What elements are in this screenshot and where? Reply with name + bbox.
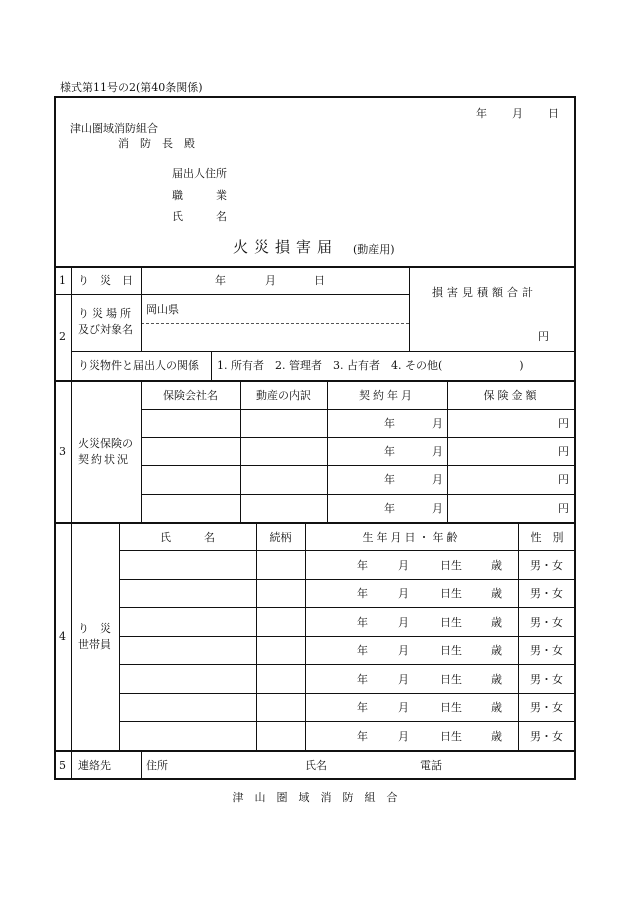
sec3-col-line-1 <box>240 380 241 522</box>
section3-number: 3 <box>59 445 66 458</box>
sec4-col-line-2 <box>305 522 306 750</box>
sec4-row-sex: 男・女 <box>530 587 563 600</box>
relation-options: 1. 所有者 2. 管理者 3. 占有者 4. その他( ) <box>217 359 524 372</box>
sec3-row-2 <box>141 465 576 466</box>
sec3-row-month: 月 <box>432 473 443 486</box>
sec4-row-age: 歳 <box>491 559 502 572</box>
sec4-row-sex: 男・女 <box>530 701 563 714</box>
prefecture: 岡山県 <box>146 303 179 316</box>
sec4-header-birth: 生年月日・年齢 <box>362 531 461 544</box>
addressee-org: 津山圏域消防組合 <box>70 122 158 135</box>
sec4-row-year: 年 <box>357 616 368 629</box>
sec4-row-month: 月 <box>398 616 409 629</box>
relation-label: り災物件と届出人の関係 <box>78 359 199 372</box>
date-day: 日 <box>548 107 559 120</box>
sec5-line <box>141 750 142 780</box>
sec3-header-contract: 契約年月 <box>359 389 415 402</box>
sec4-row-5 <box>119 693 576 694</box>
form-title-note: (動産用) <box>353 243 395 256</box>
sec4-row-year: 年 <box>357 673 368 686</box>
sec4-row-age: 歳 <box>491 644 502 657</box>
sec3-row-0 <box>141 409 576 410</box>
sec3-row-year: 年 <box>384 417 395 430</box>
sec4-row-age: 歳 <box>491 730 502 743</box>
sec4-row-sex: 男・女 <box>530 730 563 743</box>
sec4-row-1 <box>119 579 576 580</box>
relation-line <box>211 351 212 380</box>
sec4-row-year: 年 <box>357 559 368 572</box>
sec3-row-year: 年 <box>384 445 395 458</box>
section2-label-line2: 及び対象名 <box>78 323 133 336</box>
applicant-name-label: 氏 名 <box>172 210 227 223</box>
sec4-row-day: 日生 <box>440 616 462 629</box>
section1-number: 1 <box>59 274 66 287</box>
sec3-label-line <box>141 380 142 522</box>
sec3-row-1 <box>141 437 576 438</box>
sec4-row-age: 歳 <box>491 673 502 686</box>
section1-label: り 災 日 <box>78 274 133 287</box>
sec3-row-3 <box>141 494 576 495</box>
sec3-header-items: 動産の内訳 <box>256 389 311 402</box>
sec4-row-year: 年 <box>357 587 368 600</box>
section4-number: 4 <box>59 630 66 643</box>
damage-total-label: 損害見積額合計 <box>432 286 537 299</box>
sec4-row-sex: 男・女 <box>530 616 563 629</box>
date-year: 年 <box>476 107 487 120</box>
contact-phone-label: 電話 <box>420 759 442 772</box>
section1-day: 日 <box>314 274 325 287</box>
sec4-col-line-3 <box>518 522 519 750</box>
section5-number: 5 <box>59 759 66 772</box>
sec4-row-day: 日生 <box>440 701 462 714</box>
sec3-row-unit: 円 <box>558 502 569 515</box>
row1-divider <box>54 294 409 295</box>
sec4-row-age: 歳 <box>491 616 502 629</box>
section2-label-line1: り災場所 <box>78 307 134 320</box>
damage-total-line <box>409 266 410 351</box>
sec4-row-day: 日生 <box>440 644 462 657</box>
section4-top <box>54 522 576 524</box>
sec4-row-month: 月 <box>398 587 409 600</box>
sec4-row-month: 月 <box>398 730 409 743</box>
section3-label-line1: 火災保険の <box>78 437 133 450</box>
addressee-title: 消 防 長 殿 <box>118 137 195 150</box>
sec4-header-name: 氏 名 <box>160 531 215 544</box>
date-month: 月 <box>512 107 523 120</box>
sec4-row-sex: 男・女 <box>530 644 563 657</box>
sec4-col-line-1 <box>256 522 257 750</box>
contact-label: 連絡先 <box>78 759 111 772</box>
sec4-row-year: 年 <box>357 701 368 714</box>
sec3-row-month: 月 <box>432 417 443 430</box>
sec3-row-year: 年 <box>384 473 395 486</box>
form-title: 火災損害届 <box>233 238 339 256</box>
sec4-row-age: 歳 <box>491 587 502 600</box>
applicant-address-label: 届出人住所 <box>172 167 227 180</box>
sec4-row-month: 月 <box>398 644 409 657</box>
sec4-row-year: 年 <box>357 730 368 743</box>
sec4-row-month: 月 <box>398 673 409 686</box>
contact-name-label: 氏名 <box>305 759 327 772</box>
header-divider <box>54 266 576 268</box>
sec3-header-company: 保険会社名 <box>163 389 218 402</box>
label-column-line <box>141 266 142 351</box>
sec4-row-day: 日生 <box>440 730 462 743</box>
section3-top <box>54 380 576 382</box>
footer-org: 津 山 圏 域 消 防 組 合 <box>232 791 398 804</box>
sec4-row-age: 歳 <box>491 701 502 714</box>
form-number: 様式第11号の2(第40条関係) <box>60 81 203 94</box>
section5-top <box>54 750 576 752</box>
sec4-row-3 <box>119 636 576 637</box>
sec4-row-6 <box>119 721 576 722</box>
section1-month: 月 <box>265 274 276 287</box>
sec4-row-sex: 男・女 <box>530 673 563 686</box>
row2-divider <box>71 351 576 352</box>
sec4-header-relation: 続柄 <box>269 531 292 544</box>
sec4-header-sex: 性 別 <box>530 531 564 544</box>
sec3-row-unit: 円 <box>558 417 569 430</box>
sec3-col-line-2 <box>327 380 328 522</box>
sec3-row-unit: 円 <box>558 445 569 458</box>
sec4-row-day: 日生 <box>440 587 462 600</box>
sec4-row-month: 月 <box>398 559 409 572</box>
sec4-row-2 <box>119 607 576 608</box>
sec4-row-month: 月 <box>398 701 409 714</box>
sec4-row-sex: 男・女 <box>530 559 563 572</box>
sec3-row-month: 月 <box>432 445 443 458</box>
sec4-label-line <box>119 522 120 750</box>
sec4-row-4 <box>119 664 576 665</box>
damage-total-unit: 円 <box>538 330 549 343</box>
sec4-row-year: 年 <box>357 644 368 657</box>
sec4-row-day: 日生 <box>440 673 462 686</box>
sec3-header-amount: 保険金額 <box>483 389 540 402</box>
sec4-row-0 <box>119 550 576 551</box>
sec3-row-unit: 円 <box>558 473 569 486</box>
section1-year: 年 <box>215 274 226 287</box>
section3-label-line2: 契約状況 <box>78 453 130 466</box>
number-column-line <box>71 266 72 780</box>
sec3-row-month: 月 <box>432 502 443 515</box>
applicant-occupation-label: 職 業 <box>172 189 227 202</box>
section4-label-line2: 世帯員 <box>78 638 111 651</box>
contact-address-label: 住所 <box>146 759 168 772</box>
sec3-row-year: 年 <box>384 502 395 515</box>
location-dashed-line <box>141 323 409 324</box>
sec3-col-line-3 <box>447 380 448 522</box>
sec4-row-day: 日生 <box>440 559 462 572</box>
section4-label-line1: り 災 <box>78 622 111 635</box>
section2-number: 2 <box>59 330 66 343</box>
